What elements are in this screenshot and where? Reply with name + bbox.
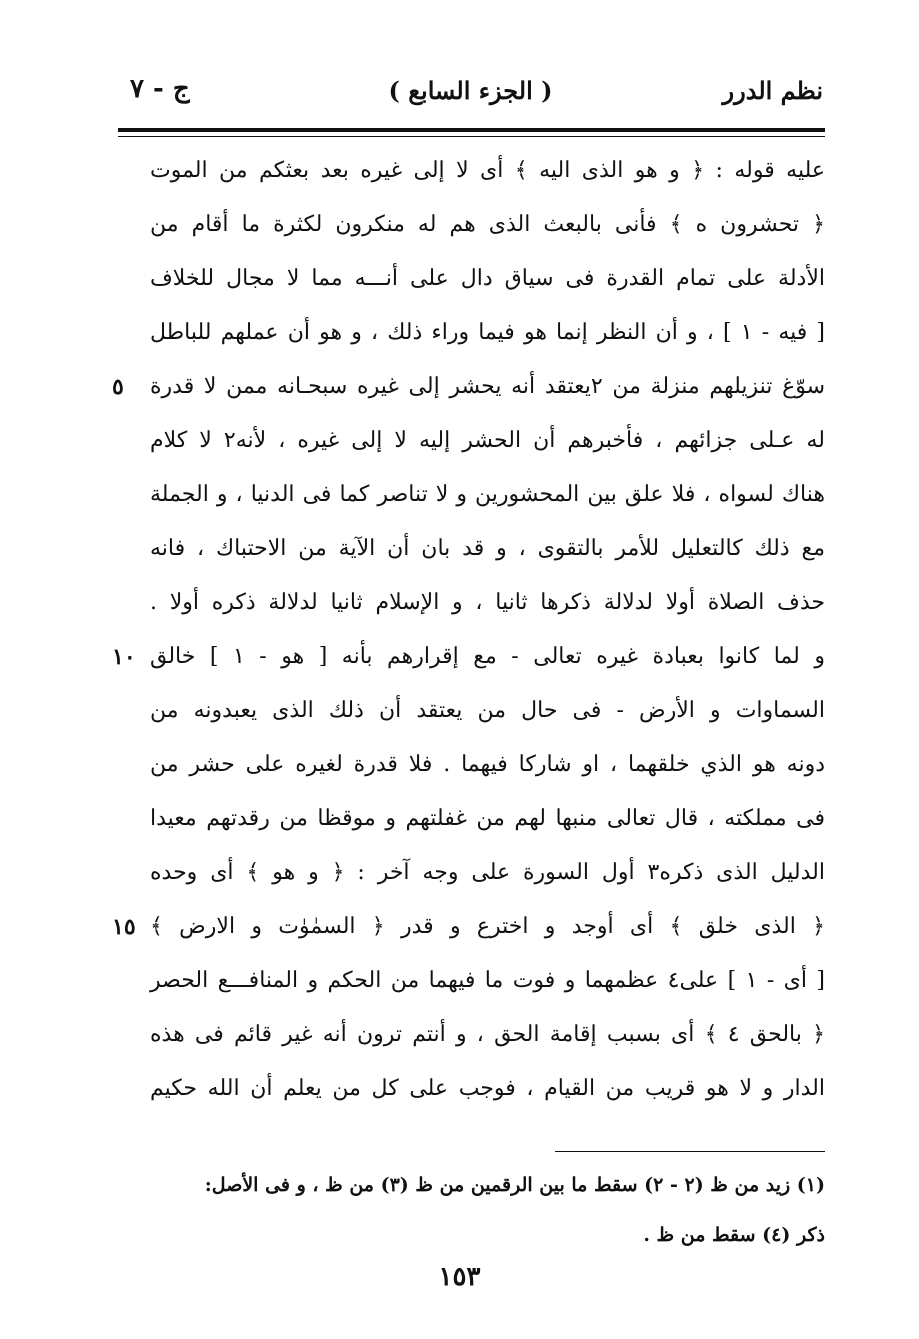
line-number-15: ١٥ [112,914,136,940]
text-line-11: السماوات و الأرض - فى حال من يعتقد أن ذلك الذى يعبدونه من [150,698,825,723]
footnote-line-2: ذكر (٤) سقط من ظ . [643,1224,825,1246]
text-line-4: [ فيه - ١ ] ، و أن النظر إنما هو فيما وراء ذلك ، و هو أن عملهم للباطل [150,320,825,345]
text-line-1: عليه قوله : ﴿ و هو الذى اليه ﴾ أى لا إلى غيره بعد بعثكم من الموت [150,158,825,183]
running-head [118,70,823,122]
header-rule-thin [118,136,825,137]
text-line-16: [ أى - ١ ] على٤ عظمهما و فوت ما فيهما من الحكم و المنافـــع الحصر [150,968,825,993]
text-line-10: و لما كانوا بعبادة غيره تعالى - مع إقرارهم بأنه [ هو - ١ ] خالق [150,644,825,669]
footnote-line-1: (١) زيد من ظ (٢ - ٢) سقط ما بين الرقمين من ظ (٣) من ظ ، و فى الأصل: [204,1174,825,1196]
volume-number: ج - ٧ [130,74,190,104]
text-line-9: حذف الصلاة أولا لدلالة ذكرها ثانيا ، و الإسلام ثانيا لدلالة ذكره أولا . [150,590,825,615]
header-rule-thick [118,128,825,132]
part-title: ( الجزء السابع ) [388,76,553,105]
footnote-rule [555,1151,825,1152]
line-number-10: ١٠ [112,644,136,670]
main-text [150,144,825,1116]
text-line-18: الدار و لا هو قريب من القيام ، فوجب على كل من يعلم أن الله حكيم [150,1076,825,1101]
text-line-8: مع ذلك كالتعليل للأمر بالتقوى ، و قد بان أن الآية من الاحتباك ، فانه [150,536,825,561]
text-line-6: له عـلى جزائهم ، فأخبرهم أن الحشر إليه لا إلى غيره ، لأنه٢ لا كلام [150,428,825,453]
text-line-7: هناك لسواه ، فلا علق بين المحشورين و لا تناصر كما فى الدنيا ، و الجملة [150,482,825,507]
text-line-3: الأدلة على تمام القدرة فى سياق دال على أنـــه مما لا مجال للخلاف [150,266,825,291]
text-line-2: ﴿ تحشرون ه ﴾ فأنى بالبعث الذى هم له منكرون لكثرة ما أقام من [150,212,825,237]
page-number: ١٥٣ [438,1262,481,1292]
text-line-13: فى مملكته ، قال تعالى منبها لهم من غفلتهم و موقظا من رقدتهم معيدا [150,806,825,831]
text-line-15: ﴿ الذى خلق ﴾ أى أوجد و اخترع و قدر ﴿ السمٰوٰت و الارض ﴾ [150,914,825,939]
text-line-5: سوّغ تنزيلهم منزلة من ٢يعتقد أنه يحشر إلى غيره سبحـانه ممن لا قدرة [150,374,825,399]
text-line-17: ﴿ بالحق ٤ ﴾ أى بسبب إقامة الحق ، و أنتم ترون أنه غير قائم فى هذه [150,1022,825,1047]
text-line-12: دونه هو الذي خلقهما ، او شاركا فيهما . فلا قدرة لغيره على حشر من [150,752,825,777]
book-title: نظم الدرر [722,76,823,105]
line-number-5: ٥ [112,374,124,400]
footnotes [150,1160,825,1260]
text-line-14: الدليل الذى ذكره٣ أول السورة على وجه آخر : ﴿ و هو ﴾ أى وحده [150,860,825,885]
